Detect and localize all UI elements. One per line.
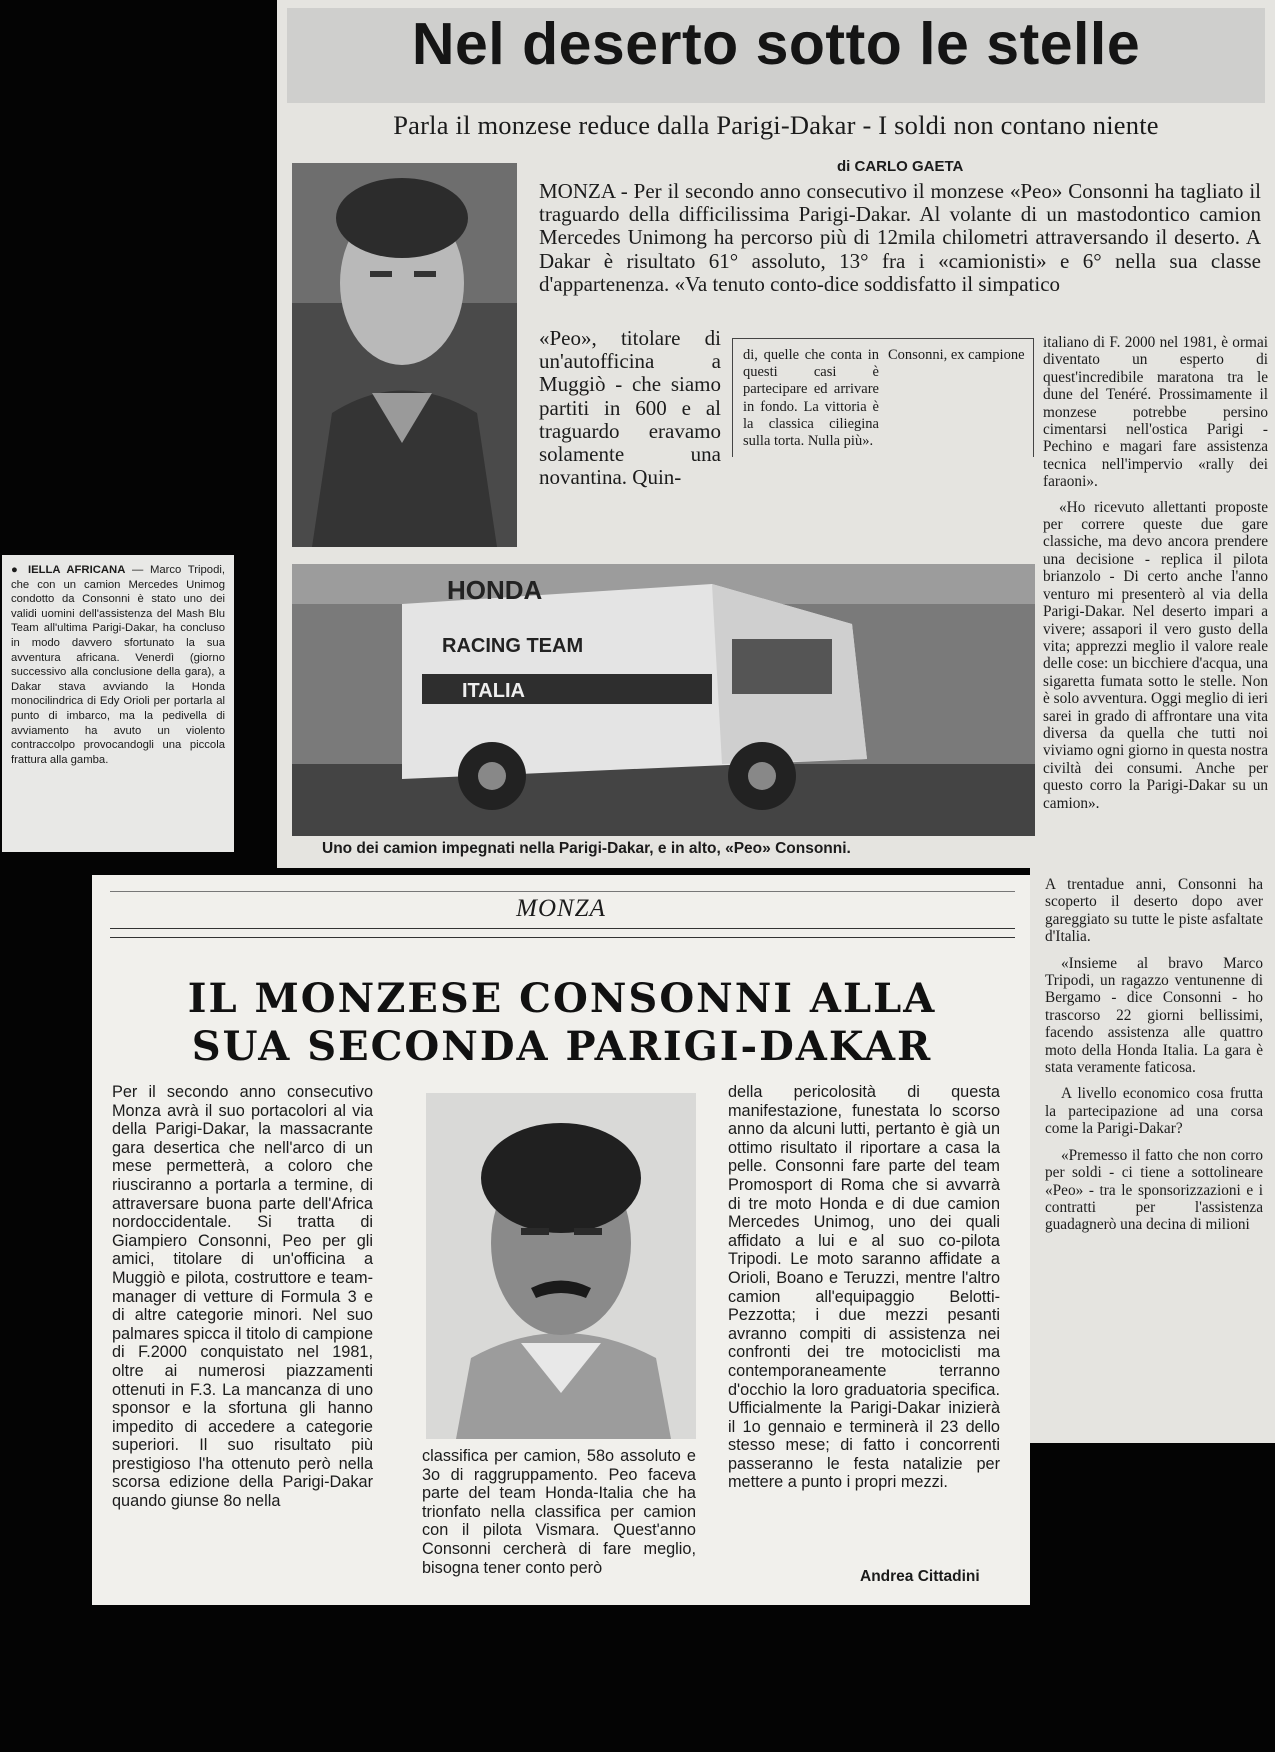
byline: di CARLO GAETA xyxy=(837,158,964,175)
lead-paragraph: MONZA - Per il secondo anno consecutivo il monzese «Peo» Consonni ha tagliato il traguardo della difficilissima Parigi-Dakar. Al volante di un mastodontico camion Mercedes Unimong ha percorso più di 12mila chilometri attraversando il deserto. A Dakar è risultato 61° assoluto, 13° fra i «camionisti» e 6° nella sua classe d'appartenenza. «Va tenuto conto-dice soddisfatto il simpatico xyxy=(539,179,1261,296)
side-column xyxy=(1043,334,1268,820)
subheadline: Parla il monzese reduce dalla Parigi-Dakar - I soldi non contano niente xyxy=(393,110,1159,140)
clipping-side-continuation xyxy=(1030,868,1275,1443)
side-paragraph-3: A trentadue anni, Consonni ha scoperto il deserto dopo aver gareggiato su tutte le piste asfaltate d'Italia. xyxy=(1045,876,1263,946)
truck-text-racing-team: RACING TEAM xyxy=(442,635,584,657)
side-paragraph-5: A livello economico cosa frutta la partecipazione ad una corsa come la Parigi-Dakar? xyxy=(1045,1085,1263,1138)
lead-continuation: «Peo», titolare di un'autofficina a Muggiò - che siamo partiti in 600 e al traguardo eravamo solamente una novantina. Quin- xyxy=(539,326,721,490)
headline-line-2: SUA SECONDA PARIGI-DAKAR xyxy=(191,1023,933,1070)
section-rule xyxy=(110,928,1015,929)
truck-text-honda: HONDA xyxy=(447,575,543,605)
side-paragraph-6: «Premesso il fatto che non corro per soldi - ci tiene a sottolineare «Peo» - tra le sponsorizzazioni e i contratti per l'assistenza guadagnerò una decina di milioni xyxy=(1045,1146,1263,1234)
photo-honda-truck xyxy=(292,564,1035,836)
quote-text-2 xyxy=(888,347,1026,364)
truck-text-italia: ITALIA xyxy=(462,680,525,702)
clipping-il-monzese xyxy=(92,875,1030,1605)
quote-box xyxy=(732,338,1034,457)
section-rule-top xyxy=(110,891,1015,892)
section-title: MONZA xyxy=(516,895,606,922)
iella-africana-kicker: ● IELLA AFRICANA xyxy=(11,564,126,576)
side-column-continued xyxy=(1045,876,1263,1243)
iella-africana-body: — Marco Tripodi, che con un camion Mercedes Unimog condotto da Consonni è stato uno dei validi uomini dell'assistenza del Mash Blu Team all'ultima Parigi-Dakar, ha concluso in modo davvero sfortunato la sua avventura africana. Venerdì (giorno successivo alla conclusione della gara), a Dakar stava avviando la Honda monocilindrica di Edy Orioli per portarla al punto di imbarco, ma la pedivella di avviamento ha avuto un violento contraccolpo provocandogli una piccola frattura alla gamba. xyxy=(11,564,226,766)
iella-africana-text xyxy=(11,563,225,767)
photo-caption: Uno dei camion impegnati nella Parigi-Dakar, e in alto, «Peo» Consonni. xyxy=(322,840,851,857)
article-column-1: Per il secondo anno consecutivo Monza avrà il suo portacolori al via della Parigi-Dakar, la massacrante gara desertica che nell'arco di un mese permetterà, a coloro che riusciranno a portarla a termine, di attraversare buona parte dell'Africa nordoccidentale. Si tratta di Giampiero Consonni, Peo per gli amici, titolare di un'officina a Muggiò e pilota, costruttore e team-manager di vetture di Formula 3 e di altre categorie minori. Nel suo palmares spicca il titolo di campione di F.2000 conquistato nel 1981, oltre ai numerosi piazzamenti ottenuti in F.3. La mancanza di uno sponsor e la sfortuna gli hanno impedito di accedere a categorie superiori. Il suo risultato più prestigioso l'ha ottenuto però nella scorsa edizione della Parigi-Dakar quando giunse 8o nella xyxy=(112,1083,373,1511)
photo-peo-consonni-portrait xyxy=(292,163,517,547)
quote-continuation: Consonni, ex campione xyxy=(888,347,1025,363)
quote-text: di, quelle che conta in questi casi è partecipare ed arrivare in fondo. La vittoria è la classica ciliegina sulla torta. Nulla più». xyxy=(743,347,879,450)
clipping-nel-deserto xyxy=(277,0,1275,868)
headline-il-monzese xyxy=(112,975,1012,1071)
section-rule-double xyxy=(110,937,1015,938)
author-signature: Andrea Cittadini xyxy=(860,1568,980,1585)
clipping-iella-africana xyxy=(2,555,234,852)
headline-nel-deserto: Nel deserto sotto le stelle xyxy=(411,11,1141,77)
headline-line-1: IL MONZESE CONSONNI ALLA xyxy=(187,975,937,1022)
side-paragraph-2: «Ho ricevuto allettanti proposte per correre queste due gare classiche, ma devo ancora prendere una decisione - replica il pilota brianzolo - Di certo anche l'anno venturo mi presenterò al via della Parigi-Dakar. Nel deserto impari a vivere; assapori il vero gusto della vita; apprezzi meglio il valore reale delle cose: un bicchiere d'acqua, una sigaretta fumata sotto le stelle. Non è solo avventura. Oggi meglio di ieri sarei in grado di affrontare una vita diversa da quella che tutti noi viviamo ogni giorno in questa nostra civiltà dei consumi. Anche per questo corro la Parigi-Dakar su un camion». xyxy=(1043,498,1268,812)
photo-consonni-portrait xyxy=(426,1093,696,1439)
side-paragraph-1: italiano di F. 2000 nel 1981, è ormai diventato un esperto di quest'incredibile maratona tra le dune del Tenéré. Prossimamente il monzese potrebbe persino cimentarsi nell'ostica Parigi - Pechino e magari fare assistenza tecnica nell'impervio «rally dei faraoni». xyxy=(1043,334,1268,491)
side-paragraph-4: «Insieme al bravo Marco Tripodi, un ragazzo ventunenne di Bergamo - dice Consonni - ho trascorso 22 giorni bellissimi, facendo assistenza alle quattro moto della Honda Italia. La gara è stata veramente faticosa. xyxy=(1045,954,1263,1077)
article-column-2: classifica per camion, 58o assoluto e 3o di raggruppamento. Peo faceva parte del team Honda-Italia che ha trionfato nella classifica per camion con il pilota Vismara. Quest'anno Consonni cercherà di fare meglio, bisogna tener conto però xyxy=(422,1447,696,1577)
article-column-3: della pericolosità di questa manifestazione, funestata lo scorso anno da alcuni lutti, pertanto è già un ottimo risultato il riportare a casa la pelle. Consonni fare parte del team Promosport di Roma che si avvarrà di tre moto Honda e di due camion Mercedes Unimog, uno dei quali affidato a lui e al suo co-pilota Tripodi. Le moto saranno affidate a Orioli, Boano e Teruzzi, mentre l'altro camion all'equipaggio Belotti-Pezzotta; i due mezzi pesanti avranno compiti di assistenza nei confronti dei tre motociclisti ma contemporaneamente terranno d'occhio la loro graduatoria specifica. Ufficialmente la Parigi-Dakar inizierà il 1o gennaio e terminerà il 23 dello stesso mese; di fatto i concorrenti passeranno le festa natalizie per mettere a punto i propri mezzi. xyxy=(728,1083,1000,1492)
